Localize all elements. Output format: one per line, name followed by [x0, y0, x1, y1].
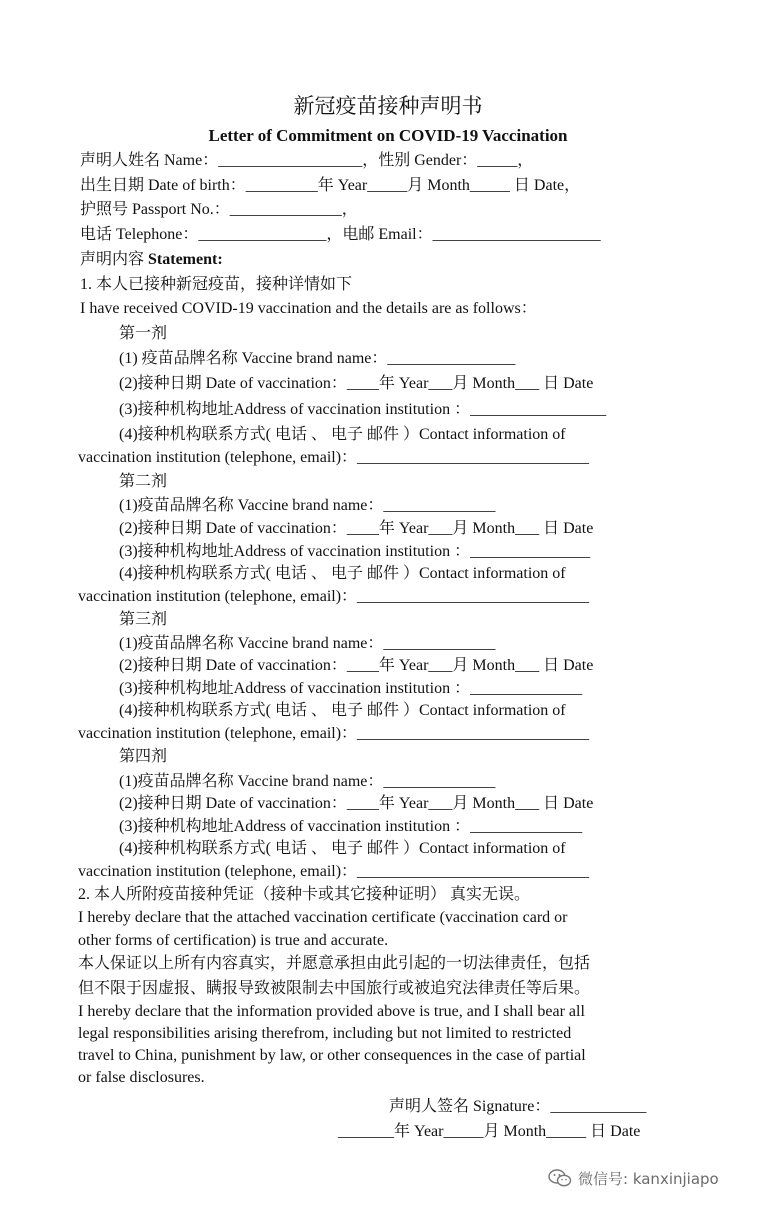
item-2-en-1: I hereby declare that the attached vaccination certificate (vaccination card or	[78, 909, 568, 926]
guarantee-en-4: or false disclosures.	[78, 1069, 205, 1086]
wechat-watermark	[548, 1168, 719, 1189]
dose-3-heading: 第三剂	[119, 611, 168, 628]
document-title: 新冠疫苗接种声明书	[293, 94, 483, 118]
document-subtitle: Letter of Commitment on COVID-19 Vaccination	[208, 126, 568, 145]
dose-4-contact: (4)接种机构联系方式( 电话 、 电子 邮件 ）Contact information of	[119, 840, 566, 857]
dose-1-address: (3)接种机构地址Address of vaccination institution ：_________________	[119, 401, 607, 418]
guarantee-en-1: I hereby declare that the information provided above is true, and I shall bear all	[78, 1003, 585, 1020]
dose-2-date: (2)接种日期 Date of vaccination：____年 Year___月 Month___ 日 Date	[119, 520, 594, 537]
name-gender-line: 声明人姓名 Name：__________________，性别 Gender：_____，	[80, 152, 534, 169]
guarantee-cn-1: 本人保证以上所有内容真实，并愿意承担由此引起的一切法律责任，包括	[78, 955, 591, 972]
guarantee-cn-2: 但不限于因虚报、瞒报导致被限制去中国旅行或被追究法律责任等后果。	[78, 980, 591, 997]
dose-2-heading: 第二剂	[119, 473, 168, 490]
item-1-cn: 1. 本人已接种新冠疫苗，接种详情如下	[80, 276, 353, 293]
dose-2-contact-cont: vaccination institution (telephone, email)：_____________________________	[78, 588, 590, 605]
item-1-en: I have received COVID-19 vaccination and the details are as follows：	[80, 300, 537, 317]
dose-2-brand: (1)疫苗品牌名称 Vaccine brand name：______________	[119, 497, 496, 514]
dose-1-date: (2)接种日期 Date of vaccination：____年 Year___月 Month___ 日 Date	[119, 375, 594, 392]
dose-2-address: (3)接种机构地址Address of vaccination institution ：_______________	[119, 543, 591, 560]
telephone-email-line: 电话 Telephone：________________，电邮 Email：_____________________	[80, 226, 601, 243]
birth-date-line: 出生日期 Date of birth：_________年 Year_____月 Month_____ 日 Date，	[80, 177, 581, 194]
dose-3-contact-cont: vaccination institution (telephone, email)：_____________________________	[78, 725, 590, 742]
dose-1-brand: (1) 疫苗品牌名称 Vaccine brand name：________________	[119, 350, 516, 367]
dose-1-contact-cont: vaccination institution (telephone, email)：_____________________________	[78, 449, 590, 466]
signature-date-line: _______年 Year_____月 Month_____ 日 Date	[338, 1123, 641, 1140]
dose-3-address: (3)接种机构地址Address of vaccination institution ：______________	[119, 680, 583, 697]
dose-1-heading: 第一剂	[119, 325, 168, 342]
dose-3-contact: (4)接种机构联系方式( 电话 、 电子 邮件 ）Contact information of	[119, 702, 566, 719]
dose-3-brand: (1)疫苗品牌名称 Vaccine brand name：______________	[119, 635, 496, 652]
wechat-icon	[548, 1169, 572, 1187]
dose-4-brand: (1)疫苗品牌名称 Vaccine brand name：______________	[119, 773, 496, 790]
passport-line: 护照号 Passport No.：______________，	[80, 201, 358, 218]
statement-heading-en: Statement:	[148, 251, 223, 268]
statement-heading-cn: 声明内容	[80, 251, 149, 268]
dose-3-date: (2)接种日期 Date of vaccination：____年 Year___月 Month___ 日 Date	[119, 657, 594, 674]
guarantee-en-2: legal responsibilities arising therefrom, including but not limited to restricted	[78, 1025, 572, 1042]
item-2-cn: 2. 本人所附疫苗接种凭证（接种卡或其它接种证明） 真实无误。	[78, 886, 531, 903]
watermark-text: 微信号: kanxinjiapo	[578, 1170, 719, 1188]
signature-line: 声明人签名 Signature：____________	[389, 1098, 647, 1115]
dose-1-contact: (4)接种机构联系方式( 电话 、 电子 邮件 ）Contact information of	[119, 426, 566, 443]
dose-4-address: (3)接种机构地址Address of vaccination institution ：______________	[119, 818, 583, 835]
statement-heading	[80, 249, 223, 271]
guarantee-en-3: travel to China, punishment by law, or other consequences in the case of partial	[78, 1047, 586, 1064]
dose-4-date: (2)接种日期 Date of vaccination：____年 Year___月 Month___ 日 Date	[119, 795, 594, 812]
dose-4-contact-cont: vaccination institution (telephone, email)：_____________________________	[78, 863, 590, 880]
item-2-en-2: other forms of certification) is true and accurate.	[78, 932, 389, 949]
dose-4-heading: 第四剂	[119, 748, 168, 765]
dose-2-contact: (4)接种机构联系方式( 电话 、 电子 邮件 ）Contact information of	[119, 565, 566, 582]
